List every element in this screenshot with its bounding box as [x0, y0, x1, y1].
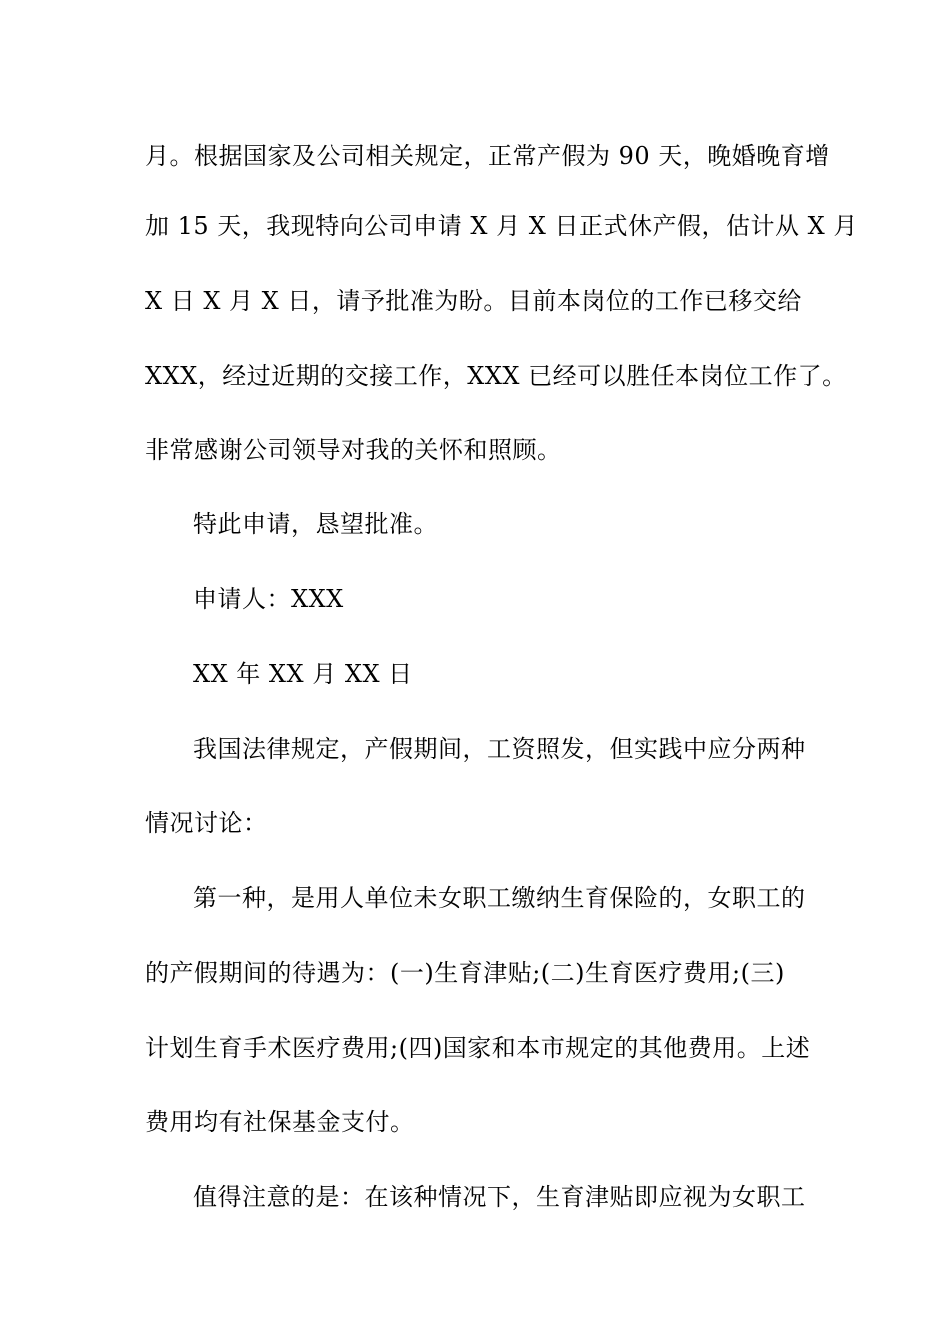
- text-line: XXX，经过近期的交接工作，XXX 已经可以胜任本岗位工作了。: [145, 362, 847, 390]
- text-line: 我国法律规定，产假期间，工资照发，但实践中应分两种: [193, 735, 806, 763]
- applicant-signature: 申请人：XXX: [193, 585, 344, 613]
- text-line: 加 15 天，我现特向公司申请 X 月 X 日正式休产假，估计从 X 月: [145, 212, 858, 240]
- text-line: 第一种，是用人单位未女职工缴纳生育保险的，女职工的: [193, 884, 806, 912]
- text-line: 计划生育手术医疗费用;(四)国家和本市规定的其他费用。上述: [145, 1034, 811, 1062]
- text-line: 费用均有社保基金支付。: [145, 1108, 415, 1136]
- date-line: XX 年 XX 月 XX 日: [193, 660, 413, 688]
- text-line: 月。根据国家及公司相关规定，正常产假为 90 天，晚婚晚育增: [145, 142, 830, 170]
- text-line: 值得注意的是：在该种情况下，生育津贴即应视为女职工: [193, 1183, 806, 1211]
- text-line: 的产假期间的待遇为：(一)生育津贴;(二)生育医疗费用;(三): [145, 959, 785, 987]
- text-line: X 日 X 月 X 日，请予批准为盼。目前本岗位的工作已移交给: [145, 287, 802, 315]
- closing-phrase: 特此申请，恳望批准。: [193, 510, 438, 538]
- text-line: 非常感谢公司领导对我的关怀和照顾。: [145, 436, 562, 464]
- text-line: 情况讨论：: [145, 809, 268, 837]
